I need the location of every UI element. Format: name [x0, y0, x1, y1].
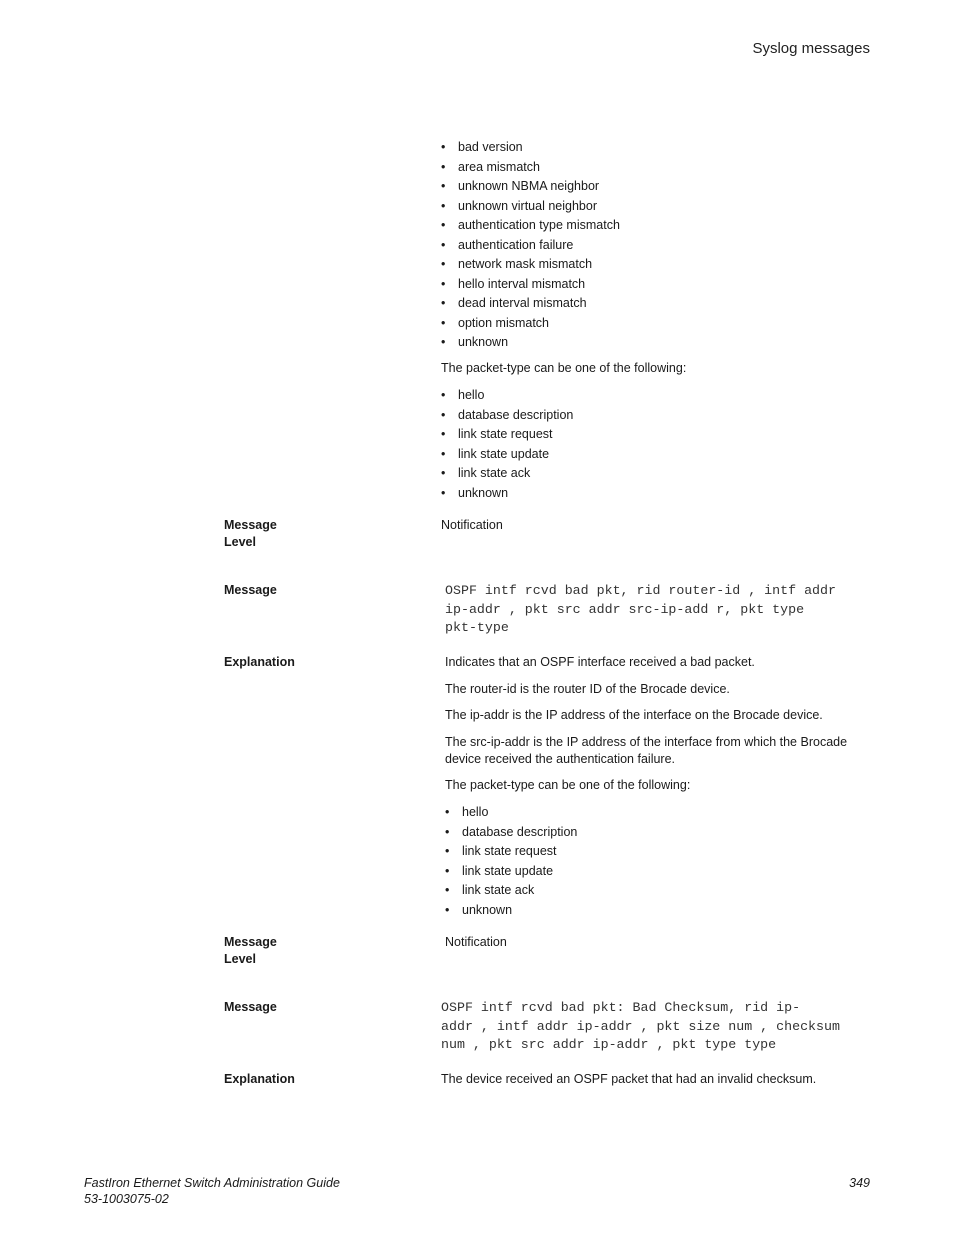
explanation-para: The src-ip-addr is the IP address of the interface from which the Brocade device received the authentication failure. [445, 735, 848, 766]
list-item: • network mask mismatch [441, 255, 620, 275]
list-item: • database description [441, 406, 573, 426]
list-item: • database description [445, 823, 577, 843]
list-item: • unknown [445, 901, 577, 921]
footer-guide-info [84, 1175, 340, 1207]
section-title: Syslog messages [752, 40, 870, 57]
packet-type-list [441, 386, 573, 503]
explanation-label: Explanation [224, 655, 295, 669]
packet-type-list [445, 803, 577, 920]
explanation-label: Explanation [224, 1072, 295, 1086]
message-label: Message [224, 583, 277, 597]
message-text: OSPF intf rcvd bad pkt: Bad Checksum, rid ip- addr , intf addr ip-addr , pkt size num , checksum num , pkt src addr ip-addr , pkt type type [441, 1000, 840, 1053]
list-item: • unknown virtual neighbor [441, 197, 620, 217]
list-item: • link state update [441, 445, 573, 465]
list-item: • link state request [441, 425, 573, 445]
packet-type-intro: The packet-type can be one of the following: [445, 778, 691, 792]
list-item: • unknown [441, 484, 573, 504]
list-item: • hello [445, 803, 577, 823]
list-item: • authentication failure [441, 236, 620, 256]
message-label: Message [224, 1000, 277, 1014]
message-level-label: Message Level [224, 935, 277, 966]
footer-doc-number: 53-1003075-02 [84, 1192, 169, 1206]
list-item: • link state update [445, 862, 577, 882]
explanation-para: The ip-addr is the IP address of the interface on the Brocade device. [445, 708, 823, 722]
list-item: • authentication type mismatch [441, 216, 620, 236]
explanation-para: Indicates that an OSPF interface received a bad packet. [445, 655, 755, 669]
list-item: • hello interval mismatch [441, 275, 620, 295]
list-item: • unknown [441, 333, 620, 353]
message-level-label: Message Level [224, 518, 277, 549]
list-item: • link state ack [445, 881, 577, 901]
list-item: • area mismatch [441, 158, 620, 178]
reasons-list [441, 138, 620, 353]
explanation-para: The router-id is the router ID of the Brocade device. [445, 682, 730, 696]
list-item: • unknown NBMA neighbor [441, 177, 620, 197]
list-item: • dead interval mismatch [441, 294, 620, 314]
list-item: • option mismatch [441, 314, 620, 334]
packet-type-intro: The packet-type can be one of the following: [441, 361, 687, 375]
list-item: • hello [441, 386, 573, 406]
footer-guide-title: FastIron Ethernet Switch Administration Guide [84, 1176, 340, 1190]
list-item: • link state request [445, 842, 577, 862]
list-item: • bad version [441, 138, 620, 158]
list-item: • link state ack [441, 464, 573, 484]
explanation-para: The device received an OSPF packet that had an invalid checksum. [441, 1072, 817, 1086]
message-level-value: Notification [441, 518, 503, 532]
message-level-value: Notification [445, 935, 507, 949]
page-number: 349 [849, 1176, 870, 1190]
message-text: OSPF intf rcvd bad pkt, rid router-id , intf addr ip-addr , pkt src addr src-ip-add r, pkt type pkt-type [445, 583, 836, 636]
